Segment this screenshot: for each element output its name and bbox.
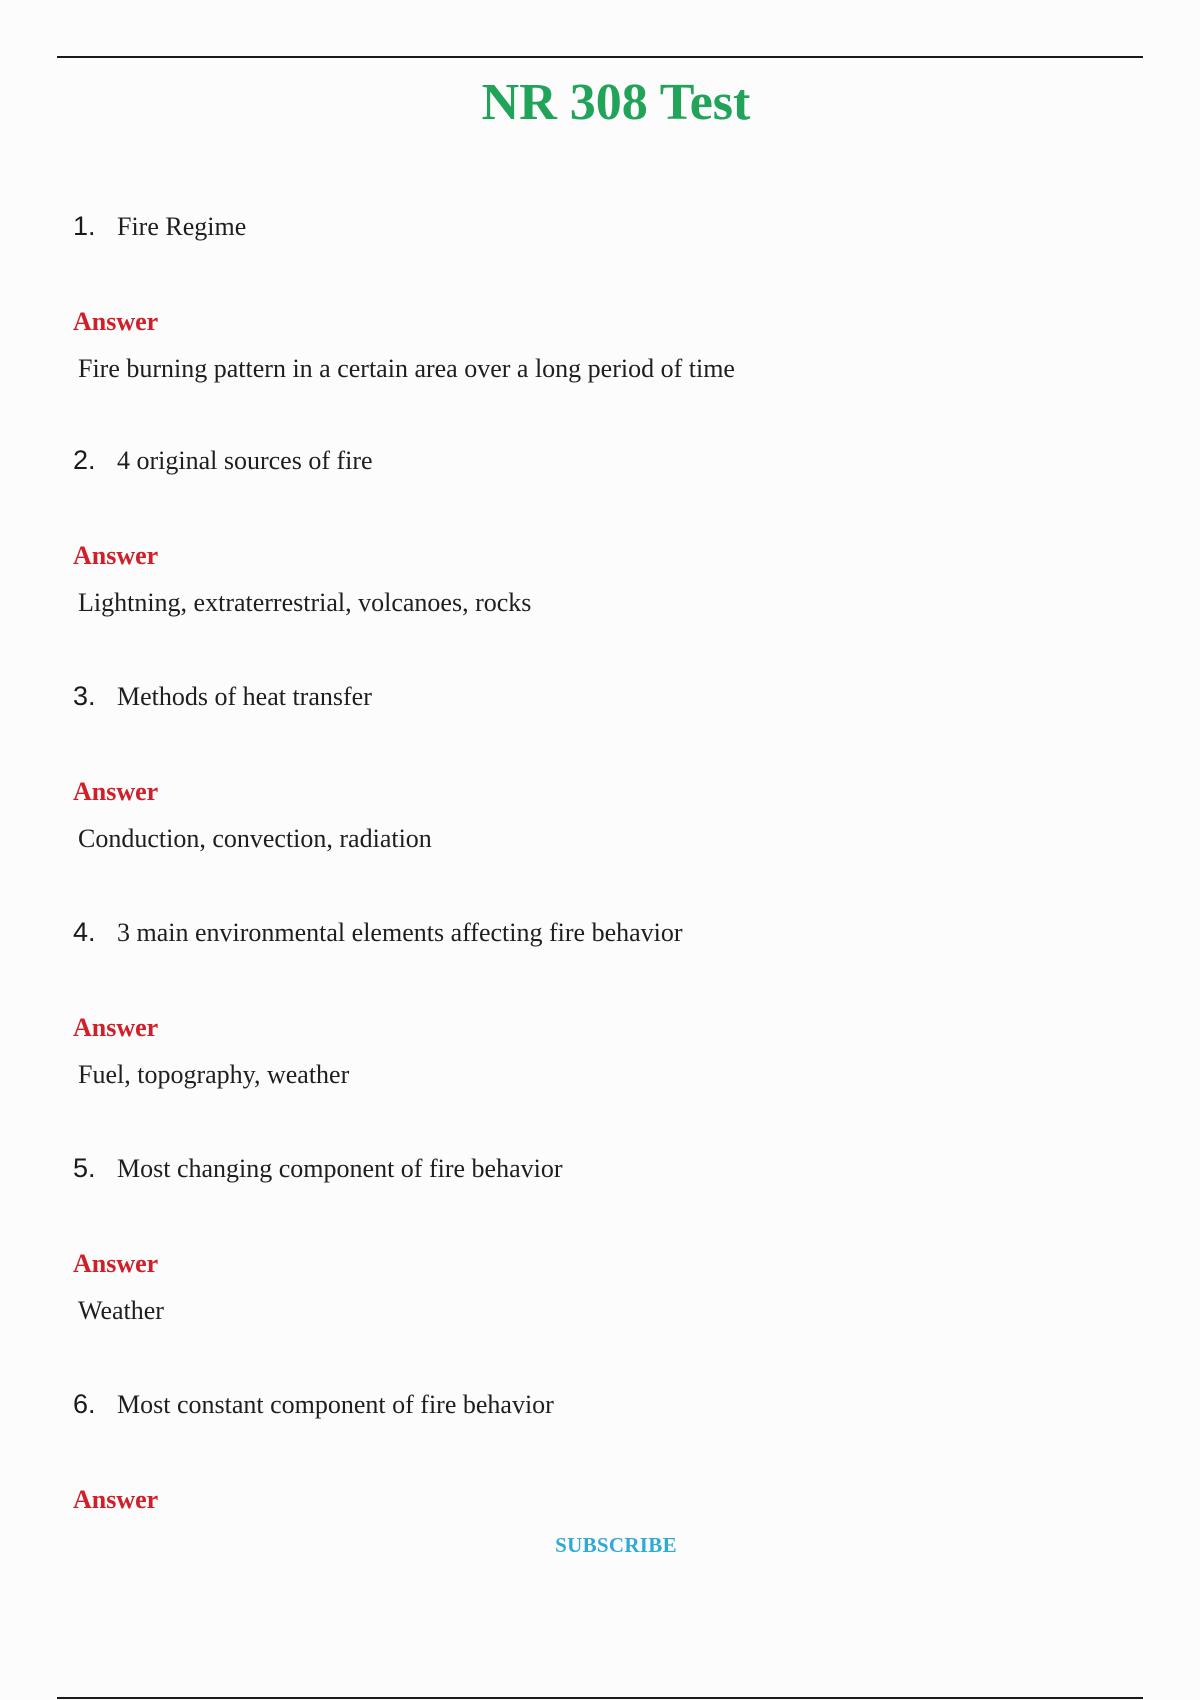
answer-label: Answer: [73, 307, 159, 336]
question-number: 2.: [73, 445, 96, 475]
answer-text: Fuel, topography, weather: [78, 1060, 350, 1089]
question-number: 1.: [73, 211, 96, 241]
answer-label: Answer: [73, 1485, 159, 1514]
question: [73, 1389, 554, 1420]
answer-label: Answer: [73, 541, 159, 570]
question: [73, 917, 683, 948]
question-text: Most changing component of fire behavior: [117, 1154, 563, 1183]
page-title: NR 308 Test: [481, 74, 751, 131]
answer-text: Weather: [78, 1296, 164, 1325]
top-rule: [57, 56, 1143, 58]
question-text: 4 original sources of fire: [117, 446, 373, 475]
answer-text: Conduction, convection, radiation: [78, 824, 432, 853]
subscribe-link[interactable]: SUBSCRIBE: [555, 1533, 677, 1557]
question-number: 6.: [73, 1389, 96, 1419]
question-text: Methods of heat transfer: [117, 682, 372, 711]
bottom-rule: [57, 1697, 1143, 1699]
question: [73, 445, 373, 476]
question-text: 3 main environmental elements affecting fire behavior: [117, 918, 683, 947]
question: [73, 681, 372, 712]
question-number: 3.: [73, 681, 96, 711]
answer-text: Lightning, extraterrestrial, volcanoes, rocks: [78, 588, 532, 617]
question-number: 4.: [73, 917, 96, 947]
question-number: 5.: [73, 1153, 96, 1183]
answer-label: Answer: [73, 777, 159, 806]
question-text: Fire Regime: [117, 212, 247, 241]
question: [73, 211, 246, 242]
answer-label: Answer: [73, 1249, 159, 1278]
question: [73, 1153, 563, 1184]
question-text: Most constant component of fire behavior: [117, 1390, 554, 1419]
answer-text: Fire burning pattern in a certain area over a long period of time: [78, 354, 735, 383]
answer-label: Answer: [73, 1013, 159, 1042]
